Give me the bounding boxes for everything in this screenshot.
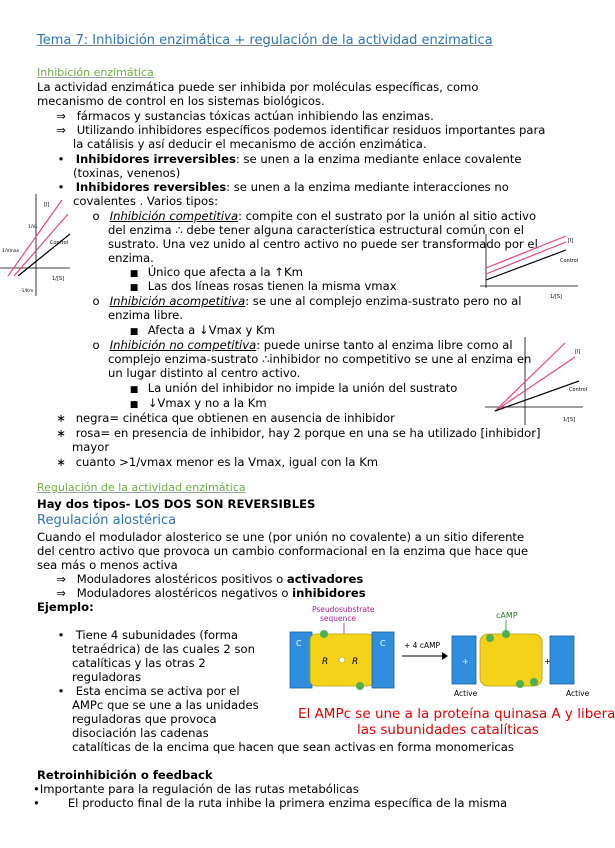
pseudosubstrate-label-1: Pseudosubstrate [312,605,375,614]
pseudosubstrate-label-2: sequence [320,614,357,623]
star-note-1 [53,411,395,425]
bullet-dot-icon: • [57,152,65,166]
arrow-item-2 [53,123,545,137]
section-heading-regulacion: Regulación de la actividad enzimática [37,481,246,494]
irreversibles-label: Inhibidores irreversibles [75,152,236,166]
graph-left-inh-label: [I] [44,202,50,208]
implies-arrow-icon: ⇒ [56,572,66,586]
bullet-irreversibles [53,152,522,166]
mod-negative [53,586,366,600]
graph-left-x-tick: -1/Km [20,289,34,294]
circle-bullet-icon: o [92,294,100,308]
example-1-line-3: catalíticas y las otras 2 [72,656,206,670]
reversibles-text: : se unen a la enzima mediante interacciones no [226,180,509,194]
graph-mid-inh-label: [I] [568,238,574,244]
types-line-a: Hay dos tipos- [37,497,135,511]
allo-line-3: sea más o menos activa [37,558,178,572]
nocompetitiva-sub-2-text: ↓Vmax y no a la Km [147,396,267,410]
competitiva-line-3: sustrato. Una vez unido al centro activo no puede ser transformado por el [108,237,538,251]
arrow-item-2-text: Utilizando inhibidores específicos podemos identificar residuos importantes para [76,123,546,137]
types-line [37,497,315,511]
active-label-right: Active [566,689,590,698]
mod-positive [53,572,363,586]
competitiva-text: : compite con el sustrato por la unión al sitio activo [238,209,537,223]
mod-negative-text: Moduladores alostéricos negativos o [76,586,293,600]
graph-mid-control-label: Control [560,258,579,264]
nocompetitiva-sub-1 [126,381,457,397]
reversibles-label: Inhibidores reversibles [75,180,227,194]
acompetitiva-sub-1-text: Afecta a ↓Vmax y Km [147,323,275,337]
catalytic-subunit-right-label: C [380,639,386,648]
example-bullet-1 [53,628,238,642]
nocompetitiva-line-3: un lugar distinto al centro activo. [108,366,301,380]
arrow-item-2-cont: la catálisis y así deducir el mecanismo de acción enzimática. [73,137,427,151]
graph-right-control-label: Control [569,387,588,393]
competitiva-sub-1-text: Único que afecta a la ↑Km [147,265,303,279]
star-note-3 [53,455,378,469]
acompetitiva-line-2: enzima libre. [108,308,184,322]
circle-bullet-icon: o [92,209,100,223]
star-note-2-text: rosa= en presencia de inhibidor, hay 2 porque en una se ha utilizado [inhibidor] [75,426,541,440]
graph-noncompetitive [485,335,588,430]
competitiva-name: Inhibición competitiva [109,209,239,223]
types-line-b: LOS DOS SON REVERSIBLES [134,497,316,511]
acompetitiva-sub-1 [126,323,275,339]
star-note-2-cont: mayor [72,440,110,454]
example-bullet-2-text: Esta encima se activa por el [75,684,240,698]
acompetitiva-name: Inhibición acompetitiva [109,294,246,308]
mod-negative-bold: inhibidores [292,586,366,600]
bullet-dot-icon: • [57,180,65,194]
nocompetitiva-name: Inhibición no competitiva [109,338,257,352]
acompetitiva-item [88,294,521,308]
example-2-line-5: catalíticas de la encima que hacen que sean activas en forma monomericas [72,740,514,754]
graph-left-x-label: 1/[S] [52,276,64,282]
feedback-item-1 [33,782,359,796]
example-2-line-4: disociación las cadenas [72,726,209,740]
regulatory-subunit-left-label: R [322,657,329,667]
square-bullet-icon: ■ [129,283,139,293]
reversibles-line-2: covalentes . Varios tipos: [73,194,219,208]
bullet-dot-icon: • [57,684,65,698]
graph-acompetitive [480,232,580,302]
example-bullet-1-text: Tiene 4 subunidades (forma [75,628,238,642]
bullet-reversibles [53,180,509,194]
feedback-item-2 [33,796,507,810]
alosterica-heading: Regulación alostérica [37,513,177,528]
star-note-2 [53,426,541,440]
implies-arrow-icon: ⇒ [56,123,66,137]
reaction-arrow-icon [442,652,448,660]
nocompetitiva-item [88,338,513,352]
bullet-dot-icon: • [33,796,40,810]
square-bullet-icon: ■ [129,327,139,337]
regulatory-subunit-right-label: R [352,657,359,667]
graph-right-x-label: 1/[S] [563,417,575,423]
mod-positive-bold: activadores [286,572,364,586]
feedback-item-2-text: El producto final de la ruta inhibe la primera enzima específica de la misma [67,796,508,810]
pka-caption-2: las subunidades catalíticas [357,722,539,738]
nocompetitiva-sub-2 [126,396,267,412]
camp-arrow-label: + 4 cAMP [404,641,441,650]
plus-sign-right: + [544,657,551,666]
graph-right-inh-label: [I] [575,349,581,355]
competitiva-item [88,209,536,223]
bullet-dot-icon: • [33,782,40,796]
allo-line-2: del centro activo que provoca un cambio conformacional en la enzima que hace que [37,544,529,558]
arrow-item-1 [53,109,434,123]
competitiva-sub-2-text: Las dos líneas rosas tienen la misma vmax [147,279,397,293]
active-label-left: Active [454,689,478,698]
example-heading: Ejemplo: [37,600,94,614]
pka-caption-1: El AMPc se une a la proteína quinasa A y libera [298,706,615,722]
competitiva-line-2: del enzima ∴ debe tener alguna característica estructural común con el [108,223,525,237]
implies-arrow-icon: ⇒ [56,109,66,123]
active-catalytic-right [550,636,574,684]
mod-positive-text: Moduladores alostéricos positivos o [76,572,287,586]
graph-mid-x-label: 1/[S] [550,294,562,300]
example-1-line-4: reguladoras [72,670,142,684]
catalytic-subunit-left-label: C [296,639,302,648]
square-bullet-icon: ■ [129,385,139,395]
bullet-dot-icon: • [57,628,65,642]
intro-line-2: mecanismo de control en los sistemas biológicos. [37,94,325,108]
feedback-item-1-text: Importante para la regulación de las rutas metabólicas [39,782,359,796]
competitiva-sub-2 [126,279,397,295]
graph-left-control-label: Control [50,240,69,246]
graph-left-y-label: 1/V₀ [28,225,38,230]
nocompetitiva-text: : puede unirse tanto al enzima libre como al [256,338,513,352]
nocompetitiva-line-2: complejo enzima-sustrato ∴inhibidor no competitivo se une al enzima en [108,352,532,366]
plus-sign-left: + [462,657,469,666]
asterisk-bullet-icon: ∗ [56,411,66,425]
graph-left-y-tick: 1/Vmax [2,249,20,254]
example-2-line-3: reguladoras que provoca [72,712,217,726]
feedback-heading: Retroinhibición o feedback [37,768,213,782]
star-note-1-text: negra= cinética que obtienen en ausencia de inhibidor [75,411,395,425]
irreversibles-text: : se unen a la enzima mediante enlace covalente [235,152,522,166]
square-bullet-icon: ■ [129,400,139,410]
intro-line-1: La actividad enzimática puede ser inhibida por moléculas específicas, como [37,80,479,94]
circle-bullet-icon: o [92,338,100,352]
irreversibles-line-2: (toxinas, venenos) [73,166,181,180]
arrow-item-1-text: fármacos y sustancias tóxicas actúan inhibiendo las enzimas. [76,109,434,123]
pka-activation-diagram [284,604,596,700]
asterisk-bullet-icon: ∗ [56,455,66,469]
camp-top-label: cAMP [496,611,518,620]
star-note-3-text: cuanto >1/vmax menor es la Vmax, igual con la Km [75,455,379,469]
acompetitiva-text: : se une al complejo enzima-sustrato pero no al [245,294,522,308]
page-title: Tema 7: Inhibición enzimática + regulación de la actividad enzimatica [37,33,493,48]
asterisk-bullet-icon: ∗ [56,426,66,440]
square-bullet-icon: ■ [129,269,139,279]
example-bullet-2 [53,684,240,698]
graph-competitive [0,192,72,300]
allo-line-1: Cuando el modulador alosterico se une (por unión no covalente) a un sitio diferente [37,530,525,544]
section-heading-inhibicion: Inhibición enzimática [37,66,154,79]
implies-arrow-icon: ⇒ [56,586,66,600]
example-1-line-2: tetraédrica) de las cuales 2 son [72,642,255,656]
nocompetitiva-sub-1-text: La unión del inhibidor no impide la unión del sustrato [147,381,458,395]
example-2-line-2: AMPc que se une a las unidades [72,698,259,712]
competitiva-line-4: enzima. [108,251,154,265]
